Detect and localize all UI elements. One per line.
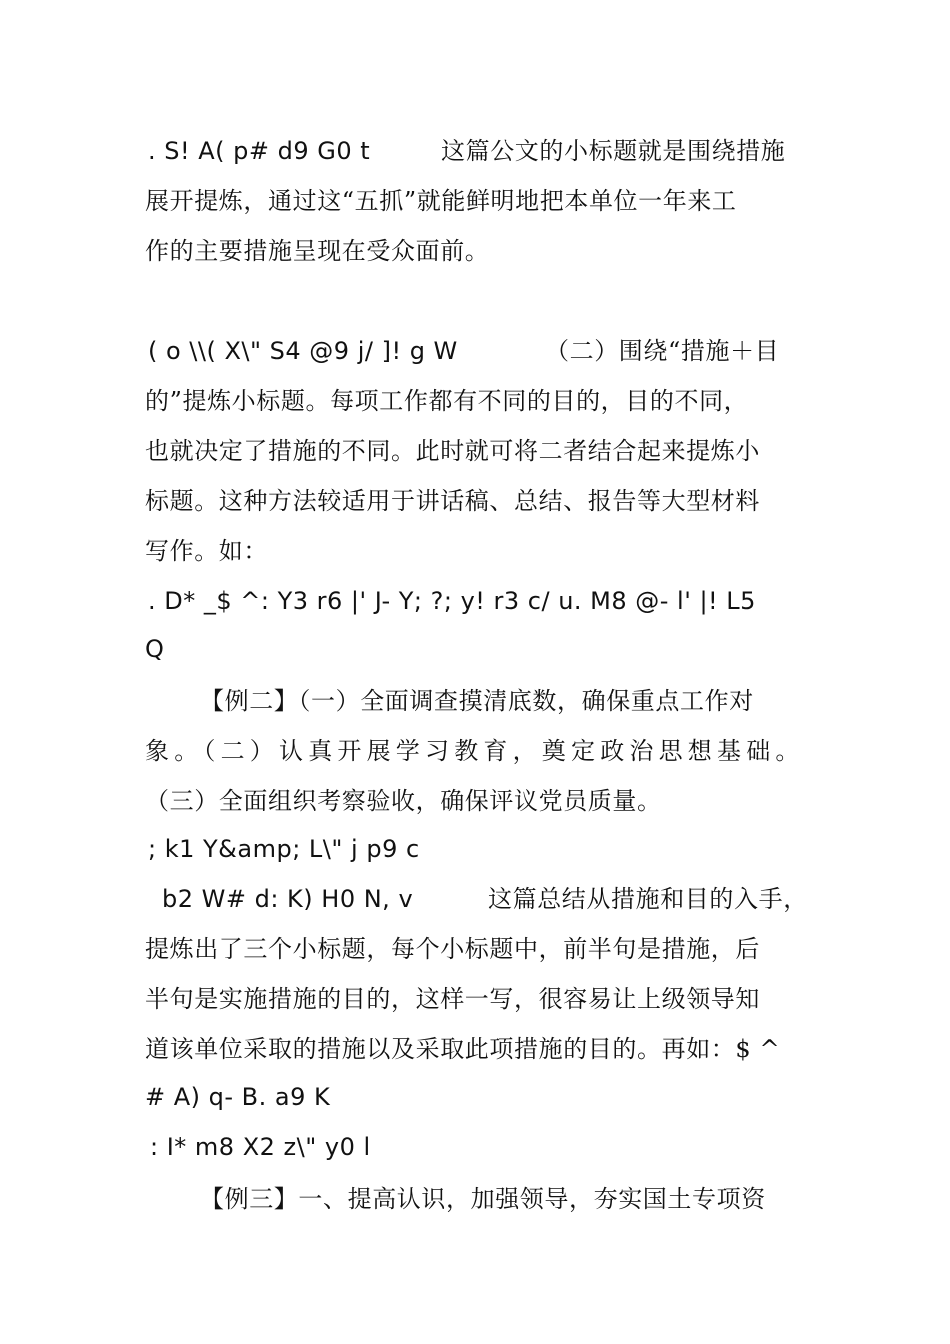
body-text-line: 标题。这种方法较适用于讲话稿、总结、报告等大型材料 [145, 487, 760, 515]
body-text-line: 这篇总结从措施和目的入手， [488, 885, 808, 913]
example-two-line: （三）全面组织考察验收，确保评议党员质量。 [145, 787, 662, 815]
example-three-line: 【例三】一、提高认识，加强领导，夯实国土专项资 [200, 1185, 766, 1213]
body-text-line: 这篇公文的小标题就是围绕措施 [441, 137, 786, 165]
garbled-text-line: . D* _$ ^: Y3 r6 |' J- Y; ?; y! r3 c/ u. M8 @- l' |! L5 [148, 587, 756, 615]
garbled-text-line: ; k1 Y&amp; L\" j p9 c [148, 835, 420, 863]
garbled-text-line: b2 W# d: K) H0 N, v [162, 885, 414, 913]
garbled-text-line: Q [145, 635, 165, 663]
section-heading-line: （二）围绕“措施＋目 [545, 337, 780, 365]
body-text-line: 道该单位采取的措施以及采取此项措施的目的。再如：$ ^ [145, 1035, 781, 1063]
garbled-text-line: : I* m8 X2 z\" y0 l [150, 1133, 371, 1161]
garbled-text-line: . S! A( p# d9 G0 t [148, 137, 371, 165]
body-text-line: 也就决定了措施的不同。此时就可将二者结合起来提炼小 [145, 437, 760, 465]
body-text-line: 的”提炼小标题。每项工作都有不同的目的，目的不同， [145, 387, 749, 415]
body-text-line: 提炼出了三个小标题，每个小标题中，前半句是措施，后 [145, 935, 760, 963]
example-two-line: 【例二】（一）全面调查摸清底数，确保重点工作对 [200, 687, 754, 715]
example-two-line: 象。（二）认真开展学习教育，奠定政治思想基础。 [145, 737, 805, 765]
garbled-text-line: # A) q- B. a9 K [145, 1083, 331, 1111]
body-text-line: 作的主要措施呈现在受众面前。 [145, 237, 490, 265]
garbled-text-line: ( o \\( X\" S4 @9 j/ ]! g W [148, 337, 458, 365]
body-text-line: 半句是实施措施的目的，这样一写，很容易让上级领导知 [145, 985, 760, 1013]
body-text-line: 写作。如： [145, 537, 268, 565]
body-text-line: 展开提炼，通过这“五抓”就能鲜明地把本单位一年来工 [145, 187, 737, 215]
